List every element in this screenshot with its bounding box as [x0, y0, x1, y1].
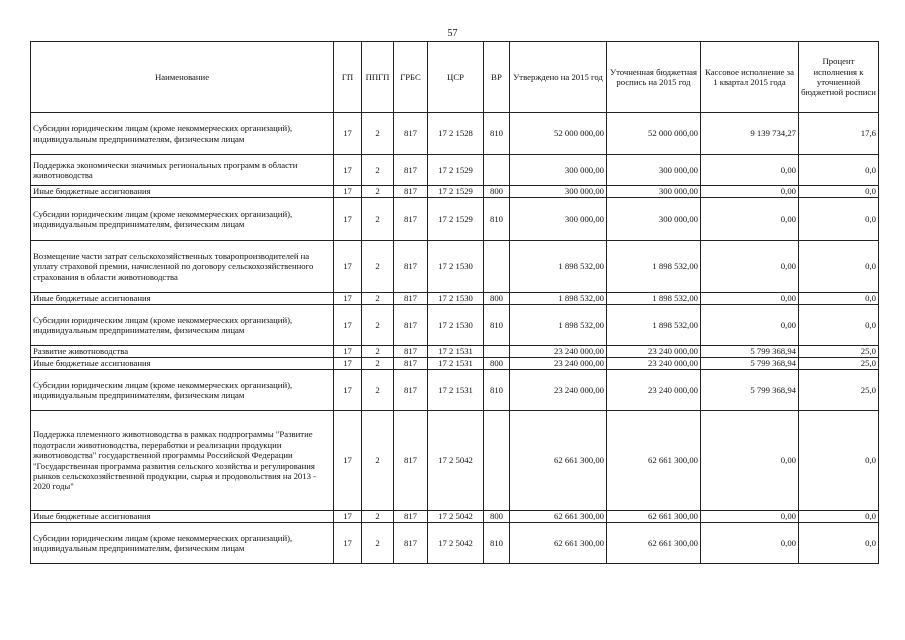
cell-vr: 810: [484, 198, 510, 241]
budget-table: [30, 41, 879, 564]
cell-vr: 800: [484, 511, 510, 523]
cell-name: Субсидии юридическим лицам (кроме некоммерческих организаций), индивидуальным предпринимателям, физическим лицам: [31, 305, 334, 346]
cell-grbs: 817: [394, 113, 428, 155]
cell-refined: 300 000,00: [607, 155, 701, 186]
column-header-executed: Кассовое исполнение за 1 квартал 2015 года: [701, 42, 799, 113]
cell-vr: [484, 346, 510, 358]
cell-ppgp: 2: [362, 198, 394, 241]
cell-grbs: 817: [394, 370, 428, 411]
cell-csr: 17 2 5042: [428, 511, 484, 523]
cell-vr: [484, 411, 510, 511]
cell-refined: 1 898 532,00: [607, 305, 701, 346]
column-header-approved: Утверждено на 2015 год: [510, 42, 607, 113]
table-body: [31, 113, 879, 564]
table-row: [31, 305, 879, 346]
cell-approved: 23 240 000,00: [510, 370, 607, 411]
column-header-name: Наименование: [31, 42, 334, 113]
column-header-csr: ЦСР: [428, 42, 484, 113]
cell-name: Возмещение части затрат сельскохозяйственных товаропроизводителей на уплату страховой премии, начисленной по договору сельскохозяйственного страхования в области животноводства: [31, 241, 334, 293]
cell-grbs: 817: [394, 293, 428, 305]
cell-csr: 17 2 1531: [428, 346, 484, 358]
cell-percent: 0,0: [799, 241, 879, 293]
cell-approved: 62 661 300,00: [510, 411, 607, 511]
cell-gp: 17: [334, 523, 362, 564]
column-header-percent: Процент исполнения к уточненной бюджетной росписи: [799, 42, 879, 113]
cell-csr: 17 2 1530: [428, 305, 484, 346]
cell-executed: 0,00: [701, 293, 799, 305]
cell-name: Субсидии юридическим лицам (кроме некоммерческих организаций), индивидуальным предпринимателям, физическим лицам: [31, 370, 334, 411]
cell-executed: 5 799 368,94: [701, 370, 799, 411]
table-row: [31, 198, 879, 241]
cell-percent: 0,0: [799, 155, 879, 186]
cell-executed: 0,00: [701, 511, 799, 523]
cell-gp: 17: [334, 305, 362, 346]
cell-percent: 0,0: [799, 305, 879, 346]
table-row: [31, 511, 879, 523]
cell-grbs: 817: [394, 186, 428, 198]
cell-executed: 0,00: [701, 186, 799, 198]
cell-gp: 17: [334, 370, 362, 411]
cell-vr: 810: [484, 523, 510, 564]
cell-percent: 0,0: [799, 198, 879, 241]
cell-refined: 23 240 000,00: [607, 358, 701, 370]
cell-approved: 300 000,00: [510, 198, 607, 241]
cell-gp: 17: [334, 411, 362, 511]
cell-percent: 0,0: [799, 511, 879, 523]
cell-percent: 25,0: [799, 370, 879, 411]
cell-executed: 5 799 368,94: [701, 358, 799, 370]
cell-csr: 17 2 1529: [428, 186, 484, 198]
table-row: [31, 346, 879, 358]
cell-ppgp: 2: [362, 370, 394, 411]
cell-approved: 52 000 000,00: [510, 113, 607, 155]
cell-gp: 17: [334, 241, 362, 293]
column-header-gp: ГП: [334, 42, 362, 113]
table-row: [31, 370, 879, 411]
cell-refined: 52 000 000,00: [607, 113, 701, 155]
cell-refined: 62 661 300,00: [607, 411, 701, 511]
cell-approved: 300 000,00: [510, 186, 607, 198]
table-row: [31, 358, 879, 370]
cell-ppgp: 2: [362, 411, 394, 511]
cell-approved: 1 898 532,00: [510, 305, 607, 346]
cell-gp: 17: [334, 293, 362, 305]
cell-approved: 23 240 000,00: [510, 346, 607, 358]
cell-grbs: 817: [394, 411, 428, 511]
cell-ppgp: 2: [362, 523, 394, 564]
cell-name: Субсидии юридическим лицам (кроме некоммерческих организаций), индивидуальным предпринимателям, физическим лицам: [31, 198, 334, 241]
column-header-ppgp: ППГП: [362, 42, 394, 113]
cell-percent: 0,0: [799, 186, 879, 198]
cell-grbs: 817: [394, 155, 428, 186]
cell-executed: 0,00: [701, 198, 799, 241]
cell-vr: 800: [484, 186, 510, 198]
cell-approved: 62 661 300,00: [510, 511, 607, 523]
cell-csr: 17 2 1528: [428, 113, 484, 155]
cell-approved: 1 898 532,00: [510, 293, 607, 305]
cell-approved: 23 240 000,00: [510, 358, 607, 370]
page-number: 57: [447, 28, 458, 39]
cell-name: Субсидии юридическим лицам (кроме некоммерческих организаций), индивидуальным предпринимателям, физическим лицам: [31, 523, 334, 564]
cell-ppgp: 2: [362, 186, 394, 198]
cell-percent: 0,0: [799, 293, 879, 305]
cell-vr: [484, 155, 510, 186]
cell-executed: 5 799 368,94: [701, 346, 799, 358]
cell-approved: 1 898 532,00: [510, 241, 607, 293]
cell-percent: 0,0: [799, 411, 879, 511]
column-header-grbs: ГРБС: [394, 42, 428, 113]
cell-csr: 17 2 5042: [428, 411, 484, 511]
cell-refined: 300 000,00: [607, 198, 701, 241]
cell-ppgp: 2: [362, 241, 394, 293]
cell-approved: 300 000,00: [510, 155, 607, 186]
table-row: [31, 293, 879, 305]
cell-refined: 23 240 000,00: [607, 346, 701, 358]
cell-refined: 62 661 300,00: [607, 511, 701, 523]
cell-percent: 25,0: [799, 346, 879, 358]
cell-ppgp: 2: [362, 346, 394, 358]
cell-csr: 17 2 1531: [428, 370, 484, 411]
cell-gp: 17: [334, 198, 362, 241]
cell-ppgp: 2: [362, 155, 394, 186]
cell-csr: 17 2 1530: [428, 293, 484, 305]
cell-gp: 17: [334, 155, 362, 186]
cell-grbs: 817: [394, 198, 428, 241]
cell-vr: 800: [484, 358, 510, 370]
cell-grbs: 817: [394, 305, 428, 346]
cell-executed: 0,00: [701, 411, 799, 511]
cell-refined: 1 898 532,00: [607, 241, 701, 293]
cell-vr: [484, 241, 510, 293]
table-header-row: [31, 42, 879, 113]
cell-grbs: 817: [394, 241, 428, 293]
cell-percent: 17,6: [799, 113, 879, 155]
table-row: [31, 155, 879, 186]
column-header-vr: ВР: [484, 42, 510, 113]
cell-name: Иные бюджетные ассигнования: [31, 186, 334, 198]
cell-csr: 17 2 1529: [428, 198, 484, 241]
cell-ppgp: 2: [362, 293, 394, 305]
cell-ppgp: 2: [362, 305, 394, 346]
cell-ppgp: 2: [362, 358, 394, 370]
cell-refined: 300 000,00: [607, 186, 701, 198]
cell-gp: 17: [334, 113, 362, 155]
cell-refined: 23 240 000,00: [607, 370, 701, 411]
cell-percent: 0,0: [799, 523, 879, 564]
cell-csr: 17 2 1529: [428, 155, 484, 186]
cell-vr: 810: [484, 305, 510, 346]
table-row: [31, 186, 879, 198]
cell-gp: 17: [334, 346, 362, 358]
cell-csr: 17 2 5042: [428, 523, 484, 564]
cell-executed: 9 139 734,27: [701, 113, 799, 155]
table-row: [31, 411, 879, 511]
cell-grbs: 817: [394, 358, 428, 370]
cell-grbs: 817: [394, 511, 428, 523]
table-row: [31, 241, 879, 293]
cell-name: Поддержка экономически значимых региональных программ в области животноводства: [31, 155, 334, 186]
cell-gp: 17: [334, 186, 362, 198]
cell-executed: 0,00: [701, 523, 799, 564]
cell-grbs: 817: [394, 523, 428, 564]
cell-ppgp: 2: [362, 113, 394, 155]
cell-ppgp: 2: [362, 511, 394, 523]
cell-name: Иные бюджетные ассигнования: [31, 293, 334, 305]
column-header-refined: Уточненная бюджетная роспись на 2015 год: [607, 42, 701, 113]
cell-gp: 17: [334, 358, 362, 370]
cell-name: Иные бюджетные ассигнования: [31, 358, 334, 370]
cell-name: Развитие животноводства: [31, 346, 334, 358]
cell-vr: 810: [484, 370, 510, 411]
cell-refined: 62 661 300,00: [607, 523, 701, 564]
cell-csr: 17 2 1531: [428, 358, 484, 370]
cell-executed: 0,00: [701, 241, 799, 293]
cell-percent: 25,0: [799, 358, 879, 370]
cell-csr: 17 2 1530: [428, 241, 484, 293]
cell-name: Субсидии юридическим лицам (кроме некоммерческих организаций), индивидуальным предпринимателям, физическим лицам: [31, 113, 334, 155]
cell-vr: 810: [484, 113, 510, 155]
cell-approved: 62 661 300,00: [510, 523, 607, 564]
cell-grbs: 817: [394, 346, 428, 358]
cell-name: Поддержка племенного животноводства в рамках подпрограммы "Развитие подотрасли животноводства, переработки и реализации продукции животноводства" государственной программы Российской Федерации "Государственная программа развития сельского хозяйства и регулирования рынков сельскохозяйственной продукции, сырья и продовольствия на 2013 - 2020 годы": [31, 411, 334, 511]
table-row: [31, 523, 879, 564]
cell-vr: 800: [484, 293, 510, 305]
table-row: [31, 113, 879, 155]
cell-executed: 0,00: [701, 155, 799, 186]
cell-executed: 0,00: [701, 305, 799, 346]
cell-refined: 1 898 532,00: [607, 293, 701, 305]
cell-gp: 17: [334, 511, 362, 523]
cell-name: Иные бюджетные ассигнования: [31, 511, 334, 523]
